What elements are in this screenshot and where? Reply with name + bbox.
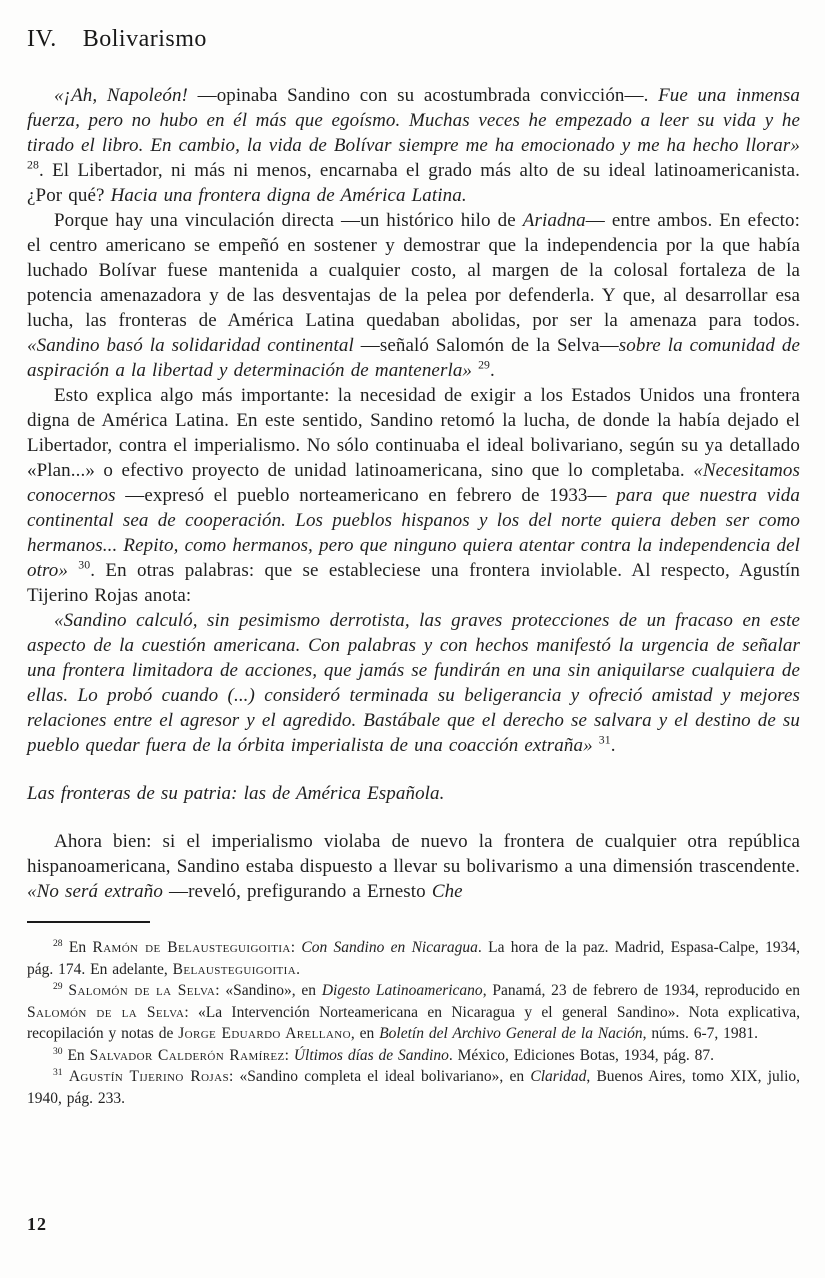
text-run: Che [431, 881, 463, 902]
text-run: Jorge Eduardo Arellano [178, 1025, 351, 1042]
body-text [27, 83, 800, 904]
text-run: , núms. 6-7, 1981. [642, 1025, 758, 1042]
text-run: Salvador Calderón Ramírez [89, 1046, 285, 1064]
text-run: —señaló Salomón de la Selva— [360, 335, 619, 356]
section-heading [27, 781, 800, 806]
text-run: Salomón de la Selva [68, 982, 216, 999]
footnote-29 [27, 980, 800, 1045]
text-run: . La hora de la paz. Madrid, Espasa-Calpe, 1934, pág. 174. En adelante, [27, 939, 800, 978]
chapter-heading [27, 26, 800, 53]
paragraph-1 [27, 83, 800, 208]
text-run: . [610, 735, 616, 756]
text-run: «No será extraño [27, 881, 169, 902]
text-run: Esto explica algo más importante: la necesidad de exigir a los Estados Unidos una frontera digna de América Latina. En este sentido, Sandino retomó la lucha, de donde la había dejado el Libertador, contra el imperialismo. No sólo continuaba el ideal bolivariano, según su ya detallado «Plan...» o efectivo proyecto de unidad latinoamericana, sino que lo completaba. [27, 385, 800, 481]
text-run: : [290, 939, 302, 956]
chapter-numeral: IV. [27, 26, 57, 52]
footnote-reference: 29 [478, 358, 491, 372]
text-run: «Sandino basó la solidaridad continental [27, 335, 361, 356]
text-run: . [296, 960, 300, 978]
footnote-reference: 29 [53, 980, 63, 992]
text-run: —reveló, prefigurando a Ernesto [168, 881, 432, 902]
text-run: Salomón de la Selva [27, 1003, 185, 1021]
footnotes [27, 937, 800, 1109]
text-run: Últimos días de Sandino [293, 1046, 449, 1064]
text-run: «Necesitamos conocernos [27, 460, 800, 506]
text-run: , en [350, 1025, 380, 1042]
text-run: . México, Ediciones Botas, 1934, pág. 87. [448, 1046, 715, 1064]
text-run: Fue una inmensa fuerza, pero no hubo en él más que egoísmo. Muchas veces he empezado a leer su vida y he tirado el libro. En cambio, la vida de Bolívar siempre me ha emocionado y me ha hecho llorar» [27, 85, 800, 156]
text-run: Hacia una frontera digna de América Latina. [110, 185, 467, 206]
text-run: Ariadna [522, 210, 586, 231]
paragraph-5 [27, 829, 800, 904]
paragraph-2 [27, 208, 800, 383]
paragraph-3 [27, 383, 800, 608]
footnote-reference: 30 [78, 558, 91, 572]
text-run: Claridad [530, 1068, 587, 1085]
footnote-reference: 31 [53, 1066, 63, 1078]
footnote-30 [27, 1045, 800, 1067]
text-run: En [62, 939, 93, 956]
text-run: «¡Ah, Napoleón! [54, 85, 198, 106]
text-run: «Sandino calculó, sin pesimismo derrotista, las graves protecciones de un fracaso en este aspecto de la cuestión americana. Con palabras y con hechos manifestó la urgencia de señalar una frontera limitadora de acciones, que jamás se fundirán en una sin aniquilarse cualquiera de ellas. Lo probó cuando (...) consideró terminada su beligerancia y ofreció amistad y mejores relaciones entre el agresor y el agredido. Bastábale que el derecho se salvara y el destino de su pueblo quedar fuera de la órbita imperialista de una coacción extraña» [27, 610, 800, 756]
chapter-title: Bolivarismo [82, 26, 207, 52]
text-run: Digesto Latinoamericano [321, 982, 483, 999]
text-run: : [284, 1046, 294, 1064]
text-run: para que nuestra vida continental sea de cooperación. Los pueblos hispanos y los del norte quiera deben ser como hermanos... Repito, como hermanos, pero que ninguno quiera atentar contra la independencia del otro» [27, 485, 800, 581]
block-quote-paragraph [27, 608, 800, 758]
text-run: , Buenos Aires, tomo XIX, julio, 1940, pág. 233. [27, 1068, 801, 1107]
text-run: : «La Intervención Norteamericana en Nicaragua y el general Sandino». Nota explicativa, recopilación y notas de [27, 1003, 800, 1042]
text-run: En [62, 1046, 90, 1064]
footnote-reference: 30 [53, 1045, 63, 1057]
footnote-reference: 28 [53, 937, 63, 949]
footnote-reference: 28 [27, 158, 39, 172]
text-run: . El Libertador, ni más ni menos, encarnaba el grado más alto de su ideal latinoamericanista. ¿Por qué? [27, 160, 800, 206]
footnote-reference: 31 [598, 733, 611, 747]
text-run: Ramón de Belausteguigoitia [92, 939, 291, 956]
text-run: Ahora bien: si el imperialismo violaba de nuevo la frontera de cualquier otra república hispanoamericana, Sandino estaba dispuesto a llevar su bolivarismo a una dimensión trascendente. [27, 831, 800, 877]
text-run: Con Sandino en Nicaragua [301, 939, 478, 956]
text-run: sobre la comunidad de aspiración a la libertad y determinación de mantenerla» [27, 335, 800, 381]
text-run: Agustín Tijerino Rojas [68, 1068, 229, 1085]
text-run: . En otras palabras: que se estableciese una frontera inviolable. Al respecto, Agustín Tijerino Rojas anota: [27, 560, 800, 606]
page-number: 12 [27, 1214, 47, 1234]
footnote-divider [27, 921, 150, 923]
text-run: . [490, 360, 495, 381]
text-run: Boletín del Archivo General de la Nación [379, 1025, 643, 1042]
text-run: Las fronteras de su patria: las de América Española. [27, 783, 445, 804]
text-run: : «Sandino», en [215, 982, 322, 999]
text-run: : «Sandino completa el ideal bolivariano», en [228, 1068, 531, 1085]
text-run: , Panamá, 23 de febrero de 1934, reproducido en [482, 982, 801, 999]
text-run: —expresó el pueblo norteamericano en febrero de 1933— [125, 485, 617, 506]
text-run: Porque hay una vinculación directa —un histórico hilo de [54, 210, 523, 231]
footnote-31 [27, 1066, 800, 1109]
text-run: Belausteguigoitia [172, 960, 297, 978]
text-run: — entre ambos. En efecto: el centro americano se empeñó en sostener y demostrar que la independencia por la que había luchado Bolívar fuese mantenida a cualquier costo, al margen de la colosal fortaleza de la potencia amenazadora y de las desventajas de la pelea por defenderla. Y que, al desarrollar esa lucha, las fronteras de América Latina quedaban abolidas, por ser la amenaza para todos. [27, 210, 800, 331]
text-run: —opinaba Sandino con su acostumbrada convicción—. [197, 85, 659, 106]
footnote-28 [27, 937, 800, 980]
